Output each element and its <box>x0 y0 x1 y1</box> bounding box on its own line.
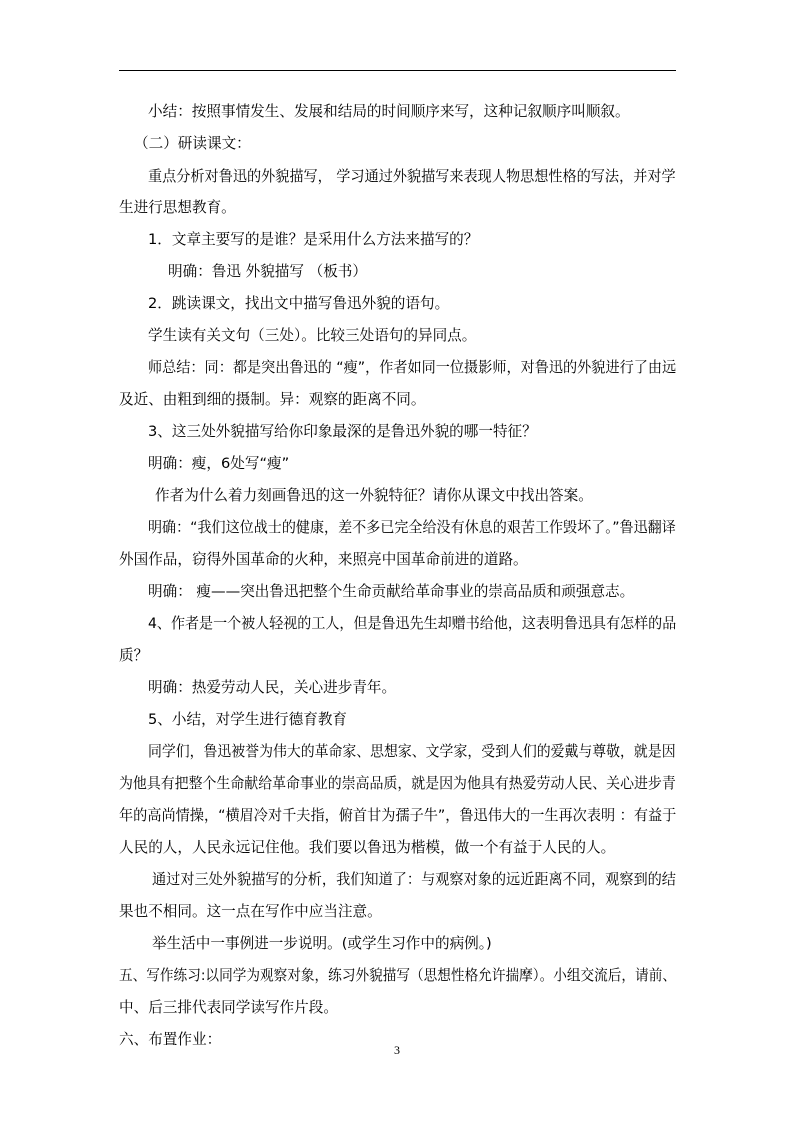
header-rule <box>119 70 676 71</box>
text-line: 明确：鲁迅 外貌描写 （板书） <box>168 263 367 280</box>
text-line: 质？ <box>119 647 149 664</box>
text-line: 明确： 瘦——突出鲁迅把整个生命贡献给革命事业的崇高品质和顽强意志。 <box>148 583 635 600</box>
text-line: 明确：热爱劳动人民，关心进步青年。 <box>148 679 397 696</box>
text-line: 明确：“我们这位战士的健康，差不多已完全给没有休息的艰苦工作毁坏了。”鲁迅翻译 <box>148 519 676 536</box>
text-line: 年的高尚情操，“横眉冷对千夫指，俯首甘为孺子牛”，鲁迅伟大的一生再次表明 ：有益于 <box>119 807 677 824</box>
text-line: 5、小结，对学生进行德育教育 <box>148 711 348 728</box>
text-line: 中、后三排代表同学读写作片段。 <box>119 999 338 1016</box>
section-heading: 五、写作练习:以同学为观察对象，练习外貌描写（思想性格允许揣摩）。小组交流后，请前、 <box>119 967 676 984</box>
page-number: 3 <box>394 1043 400 1057</box>
text-line: 1．文章主要写的是谁？是采用什么方法来描写的？ <box>148 231 479 248</box>
text-line: 生进行思想教育。 <box>119 199 236 216</box>
section-heading: （二）研读课文： <box>134 135 251 152</box>
text-line: 外国作品，窃得外国革命的火种，来照亮中国革命前进的道路。 <box>119 551 528 568</box>
text-line: 小结：按照事情发生、发展和结局的时间顺序来写，这种记叙顺序叫顺叙。 <box>148 103 630 120</box>
text-line: 果也不相同。这一点在写作中应当注意。 <box>119 903 382 920</box>
text-line: 明确：瘦，6处写“瘦” <box>148 455 290 472</box>
text-line: 学生读有关文句（三处）。比较三处语句的异同点。 <box>148 327 477 344</box>
text-line: 为他具有把整个生命献给革命事业的崇高品质，就是因为他具有热爱劳动人民、关心进步青 <box>119 775 676 792</box>
text-line: 人民的人，人民永远记住他。我们要以鲁迅为楷模，做一个有益于人民的人。 <box>119 839 616 856</box>
text-line: 重点分析对鲁迅的外貌描写， 学习通过外貌描写来表现人物思想性格的写法，并对学 <box>148 168 676 185</box>
text-line: 举生活中一事例进一步说明。(或学生习作中的病例。) <box>152 935 492 952</box>
text-line: 作者为什么着力刻画鲁迅的这一外貌特征？请你从课文中找出答案。 <box>155 487 593 504</box>
text-line: 同学们，鲁迅被誉为伟大的革命家、思想家、文学家，受到人们的爱戴与尊敬，就是因 <box>148 743 676 760</box>
text-line: 3、这三处外貌描写给你印象最深的是鲁迅外貌的哪一特征？ <box>148 423 537 440</box>
text-line: 及近、由粗到细的摄制。异：观察的距离不同。 <box>119 391 426 408</box>
text-line: 2．跳读课文，找出文中描写鲁迅外貌的语句。 <box>148 295 450 312</box>
text-line: 4、作者是一个被人轻视的工人，但是鲁迅先生却赠书给他，这表明鲁迅具有怎样的品 <box>148 615 677 632</box>
text-line: 师总结：同：都是突出鲁迅的 “瘦”，作者如同一位摄影师，对鲁迅的外貌进行了由远 <box>148 359 677 376</box>
section-heading: 六、布置作业： <box>119 1031 222 1048</box>
text-line: 通过对三处外貌描写的分析，我们知道了：与观察对象的远近距离不同，观察到的结 <box>152 871 676 888</box>
